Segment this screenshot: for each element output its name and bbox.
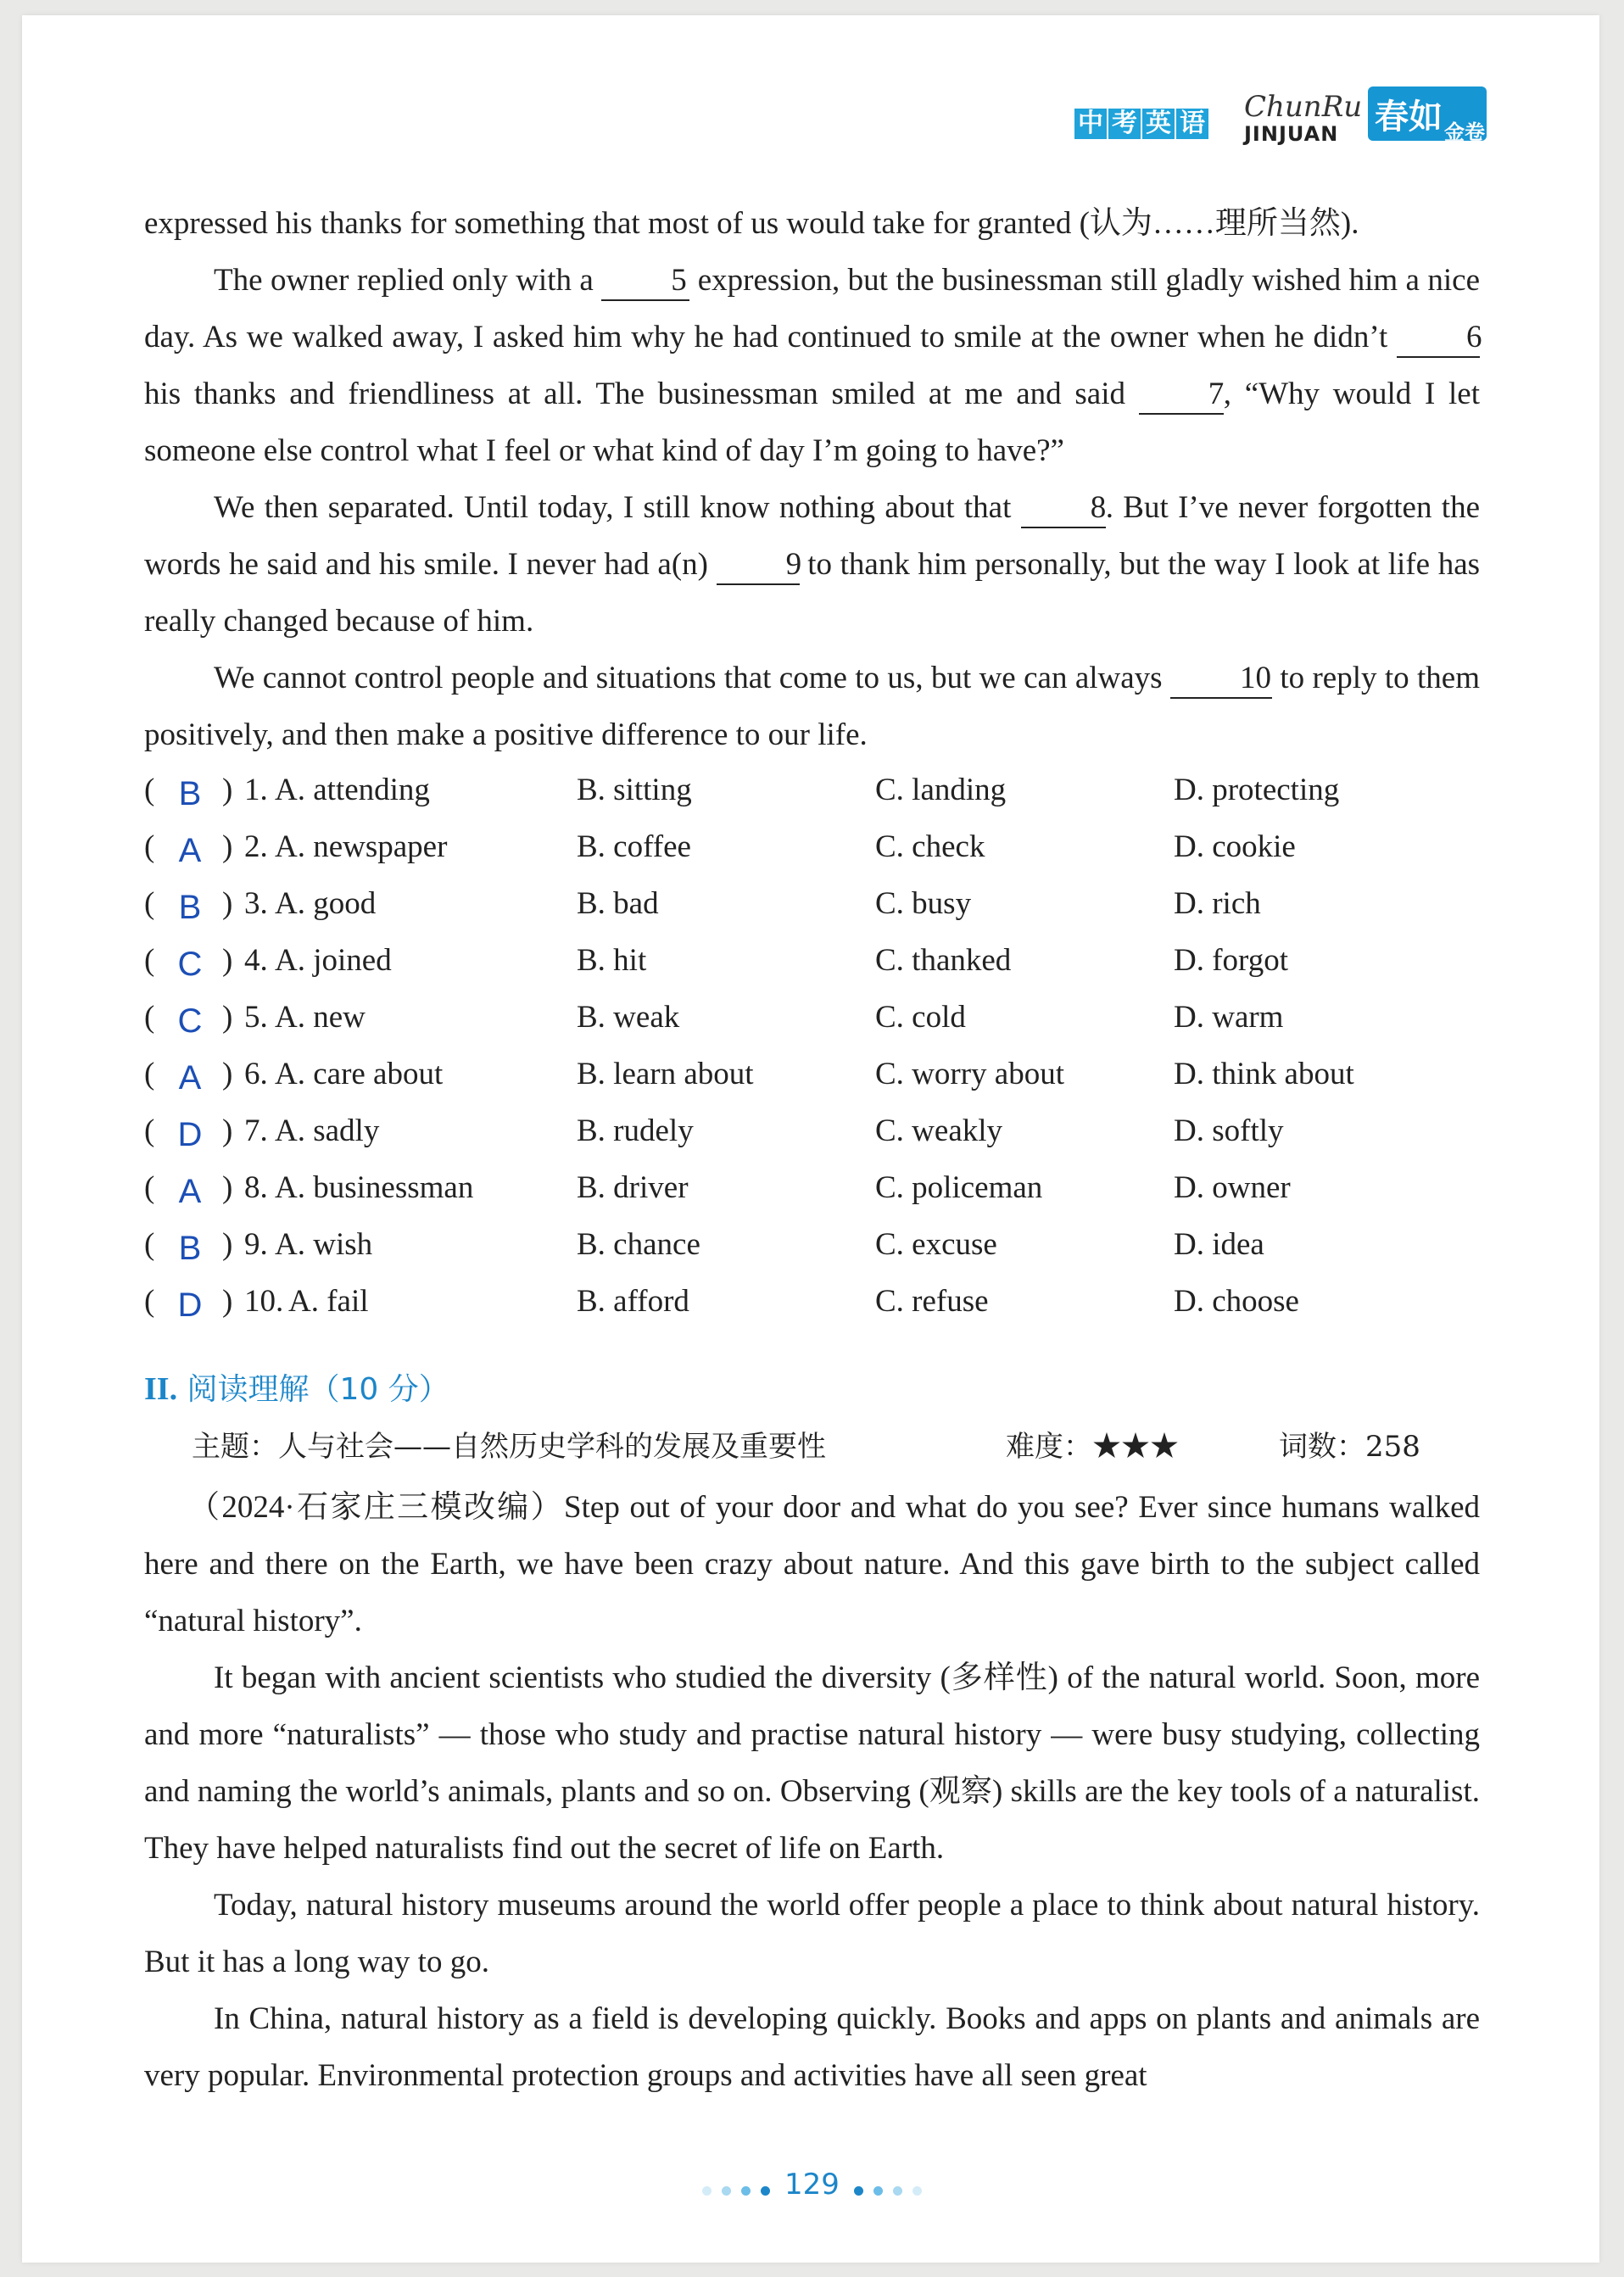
- brand-chinese: 春如: [1375, 98, 1443, 137]
- close-paren: ): [222, 886, 233, 921]
- question-number: 1.: [244, 773, 268, 807]
- option-d: D. warm: [1174, 1000, 1284, 1035]
- question-row: [144, 1216, 1484, 1273]
- open-paren: (: [144, 829, 155, 864]
- dot: [741, 2186, 751, 2196]
- dot: [854, 2186, 863, 2196]
- word-count-label: 词数：258: [1279, 1430, 1420, 1464]
- option-a: A. newspaper: [275, 829, 448, 864]
- question-row: [144, 1273, 1484, 1330]
- option-b: B. coffee: [577, 829, 691, 864]
- question-number: 6.: [244, 1057, 268, 1091]
- passage-2-para-2: It began with ancient scientists who studied the diversity (多样性) of the natural world. Soon, more and more “naturalists” — those who study and practise natural history — were busy studying, collecting and naming the world’s animals, plants and so on. Observing (观察) skills are the key tools of a naturalist. They have helped naturalists find out the secret of life on Earth.: [144, 1660, 1480, 1866]
- close-paren: ): [222, 1170, 233, 1205]
- open-paren: (: [144, 773, 155, 807]
- open-paren: (: [144, 1284, 155, 1319]
- option-b: B. sitting: [577, 773, 692, 807]
- question-number: 3.: [244, 886, 268, 921]
- option-b: B. afford: [577, 1284, 689, 1319]
- option-d: D. forgot: [1174, 943, 1288, 978]
- blank-9: 9: [717, 546, 800, 585]
- answer-mark: D: [177, 1116, 203, 1153]
- question-row: [144, 762, 1484, 818]
- option-d: D. softly: [1174, 1113, 1284, 1148]
- footer-dots-right: [849, 2169, 927, 2203]
- close-paren: ): [222, 1113, 233, 1148]
- dot: [912, 2186, 922, 2196]
- answer-mark: D: [177, 1286, 203, 1324]
- option-a: A. new: [275, 1000, 366, 1035]
- text-run: expression, but the businessman still gladly wished him a nice day. As we walked away, I asked him why he had continued to smile at the owner when he didn’t: [144, 263, 1481, 354]
- close-paren: ): [222, 1057, 233, 1091]
- blank-5: 5: [601, 262, 689, 301]
- answer-mark: B: [178, 775, 202, 812]
- option-b: B. weak: [577, 1000, 680, 1035]
- option-b: B. driver: [577, 1170, 689, 1205]
- open-paren: (: [144, 1227, 155, 1262]
- section-title: 阅读理解（10 分）: [187, 1372, 449, 1407]
- brand-sub: 金卷: [1444, 120, 1485, 144]
- dot: [722, 2186, 731, 2196]
- option-d: D. cookie: [1174, 829, 1296, 864]
- title-char: 语: [1176, 109, 1208, 139]
- section-heading: [144, 1365, 449, 1409]
- option-a: A. care about: [275, 1057, 444, 1091]
- passage-1-para-1: expressed his thanks for something that most of us would take for granted (认为……理所当然).: [144, 206, 1359, 241]
- dot: [893, 2186, 902, 2196]
- answer-mark: A: [178, 1173, 202, 1210]
- text-run: The owner replied only with a: [214, 263, 594, 298]
- option-a: A. good: [275, 886, 377, 921]
- close-paren: ): [222, 1000, 233, 1035]
- header-logo: [1074, 78, 1485, 146]
- open-paren: (: [144, 943, 155, 978]
- text-run: to reply to them positively, and then make a positive difference to our life.: [144, 661, 1480, 752]
- title-char: 英: [1142, 109, 1175, 139]
- question-number: 4.: [244, 943, 268, 978]
- option-a: A. fail: [288, 1284, 369, 1319]
- blank-8: 8: [1021, 489, 1106, 528]
- option-c: C. check: [875, 829, 985, 864]
- option-b: B. bad: [577, 886, 659, 921]
- question-row: [144, 818, 1484, 875]
- close-paren: ): [222, 829, 233, 864]
- open-paren: (: [144, 1113, 155, 1148]
- open-paren: (: [144, 886, 155, 921]
- passage-1-para-3: [144, 479, 1480, 650]
- dot: [702, 2186, 712, 2196]
- answer-mark: C: [177, 1002, 203, 1040]
- option-a: A. attending: [275, 773, 430, 807]
- brand-latin-bottom: JINJUAN: [1244, 122, 1339, 146]
- section-numeral: II.: [144, 1371, 178, 1407]
- question-number: 2.: [244, 829, 268, 864]
- title-char: 中: [1074, 109, 1107, 139]
- dot: [873, 2186, 883, 2196]
- footer-dots-left: [697, 2169, 775, 2203]
- option-c: C. worry about: [875, 1057, 1064, 1091]
- question-row: [144, 1102, 1484, 1159]
- blank-6: 6: [1397, 319, 1480, 358]
- option-d: D. owner: [1174, 1170, 1291, 1205]
- option-c: C. cold: [875, 1000, 966, 1035]
- blank-10: 10: [1170, 660, 1272, 699]
- text-run: to thank him personally, but the way I look at life has really changed because of him.: [144, 547, 1481, 639]
- passage-2: [144, 1479, 1480, 2104]
- close-paren: ): [222, 1284, 233, 1319]
- close-paren: ): [222, 773, 233, 807]
- option-c: C. refuse: [875, 1284, 989, 1319]
- option-d: D. rich: [1174, 886, 1261, 921]
- passage-1-para-4: [144, 650, 1480, 763]
- answer-mark: B: [178, 1230, 202, 1267]
- question-row: [144, 989, 1484, 1046]
- question-row: [144, 875, 1484, 932]
- question-number: 9.: [244, 1227, 268, 1262]
- passage-2-para-1: （2024·石家庄三模改编）Step out of your door and what do you see? Ever since humans walked here and there on the Earth, we have been crazy about nature. And this gave birth to the subject called “natural history”.: [144, 1490, 1480, 1638]
- close-paren: ): [222, 1227, 233, 1262]
- option-a: A. sadly: [275, 1113, 380, 1148]
- question-row: [144, 1046, 1484, 1102]
- difficulty-label: 难度：★★★: [1006, 1430, 1179, 1464]
- option-b: B. hit: [577, 943, 647, 978]
- option-c: C. thanked: [875, 943, 1012, 978]
- brand-badge: [1368, 87, 1487, 144]
- blank-7: 7: [1139, 376, 1224, 415]
- passage-2-para-4: In China, natural history as a field is developing quickly. Books and apps on plants and animals are very popular. Environmental protection groups and activities have all seen great: [144, 2001, 1480, 2093]
- text-run: . But I’ve never forgotten the words he said and his smile. I never had a(n): [144, 490, 1480, 582]
- question-list: [144, 762, 1484, 1330]
- close-paren: ): [222, 943, 233, 978]
- option-c: C. policeman: [875, 1170, 1043, 1205]
- page-number: 129: [784, 2168, 840, 2202]
- text-run: his thanks and friendliness at all. The businessman smiled at me and said: [144, 377, 1125, 411]
- passage-2-para-3: Today, natural history museums around the world offer people a place to think about natural history. But it has a long way to go.: [144, 1888, 1480, 1979]
- option-d: D. choose: [1174, 1284, 1299, 1319]
- answer-mark: B: [178, 889, 202, 926]
- option-b: B. chance: [577, 1227, 700, 1262]
- question-number: 7.: [244, 1113, 268, 1148]
- text-run: We cannot control people and situations that come to us, but we can always: [214, 661, 1163, 695]
- option-c: C. busy: [875, 886, 972, 921]
- text-run: We then separated. Until today, I still know nothing about that: [214, 490, 1012, 525]
- option-d: D. protecting: [1174, 773, 1340, 807]
- option-a: A. businessman: [275, 1170, 474, 1205]
- question-number: 8.: [244, 1170, 268, 1205]
- option-c: C. excuse: [875, 1227, 997, 1262]
- option-a: A. joined: [275, 943, 392, 978]
- title-char: 考: [1108, 109, 1141, 139]
- open-paren: (: [144, 1057, 155, 1091]
- answer-mark: C: [177, 946, 203, 983]
- passage-1-para-2: [144, 252, 1480, 479]
- question-row: [144, 1159, 1484, 1216]
- option-b: B. rudely: [577, 1113, 694, 1148]
- passage-1: [144, 195, 1480, 763]
- page-footer: [0, 2168, 1624, 2203]
- question-row: [144, 932, 1484, 989]
- open-paren: (: [144, 1170, 155, 1205]
- option-c: C. weakly: [875, 1113, 1003, 1148]
- topic-label: 主题：人与社会——自然历史学科的发展及重要性: [192, 1430, 826, 1464]
- open-paren: (: [144, 1000, 155, 1035]
- option-c: C. landing: [875, 773, 1007, 807]
- text-run: , “Why would I let someone else control what I feel or what kind of day I’m going to have?”: [144, 377, 1481, 468]
- question-number: 5.: [244, 1000, 268, 1035]
- dot: [761, 2186, 770, 2196]
- brand-latin-top: ChunRu: [1244, 90, 1363, 124]
- option-b: B. learn about: [577, 1057, 754, 1091]
- answer-mark: A: [178, 832, 202, 869]
- option-a: A. wish: [275, 1227, 373, 1262]
- answer-mark: A: [178, 1059, 202, 1097]
- option-d: D. idea: [1174, 1227, 1264, 1262]
- question-number: 10.: [244, 1284, 284, 1319]
- option-d: D. think about: [1174, 1057, 1354, 1091]
